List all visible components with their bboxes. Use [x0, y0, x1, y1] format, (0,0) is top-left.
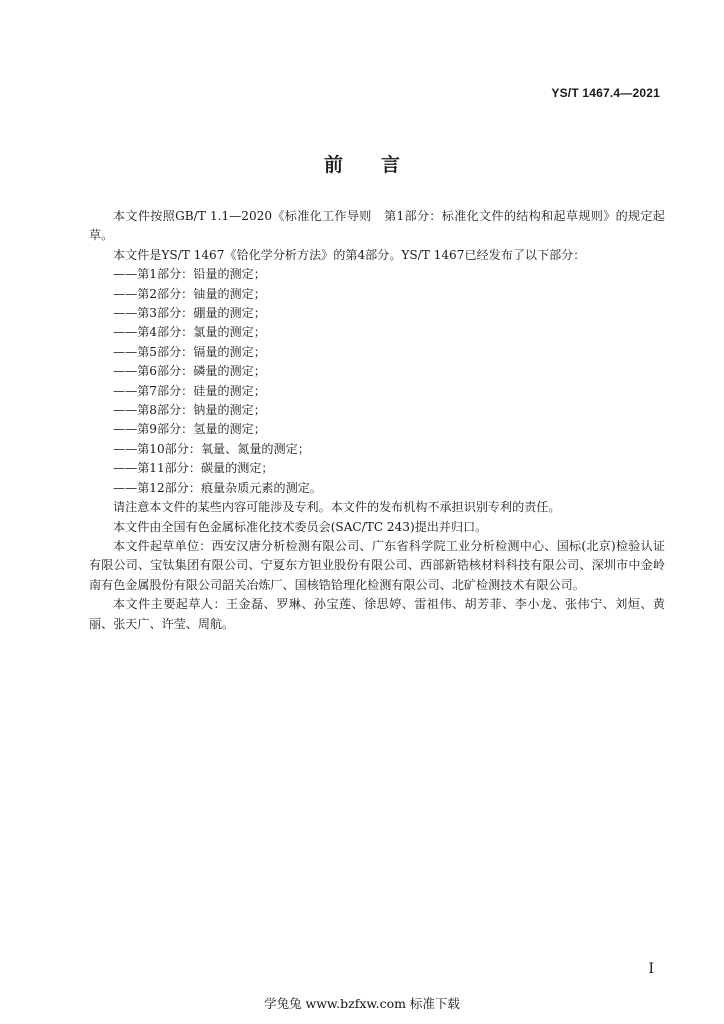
paragraph-series-intro: 本文件是YS/T 1467《铪化学分析方法》的第4部分。YS/T 1467已经发布了以下部分： — [113, 247, 586, 262]
paragraph-proposer: 本文件由全国有色金属标准化技术委员会(SAC/TC 243)提出并归口。 — [113, 519, 488, 534]
foreword-body — [89, 207, 665, 634]
paragraph-drafters: 本文件主要起草人：王金磊、罗琳、孙宝莲、徐思婷、雷祖伟、胡芳菲、李小龙、张伟宁、刘烜、黄丽、张天广、许莹、周航。 — [89, 597, 665, 631]
list-item-part-10: ——第10部分：氧量、氮量的测定； — [113, 441, 310, 456]
page-number: I — [648, 961, 654, 977]
list-item-part-6: ——第6部分：磷量的测定； — [113, 364, 266, 379]
list-item-part-5: ——第5部分：镉量的测定； — [113, 344, 266, 359]
list-item-part-7: ——第7部分：硅量的测定； — [113, 383, 266, 398]
paragraph-patent-notice: 请注意本文件的某些内容可能涉及专利。本文件的发布机构不承担识别专利的责任。 — [113, 500, 561, 515]
list-item-part-2: ——第2部分：铀量的测定； — [113, 286, 266, 301]
list-item-part-8: ——第8部分：钠量的测定； — [113, 403, 266, 418]
paragraph-drafting-rule: 本文件按照GB/T 1.1—2020《标准化工作导则 第1部分：标准化文件的结构和起草规则》的规定起草。 — [89, 209, 665, 243]
list-item-part-12: ——第12部分：痕量杂质元素的测定。 — [113, 480, 322, 495]
paragraph-drafting-units: 本文件起草单位：西安汉唐分析检测有限公司、广东省科学院工业分析检测中心、国标(北京)检验认证有限公司、宝钛集团有限公司、宁夏东方钽业股份有限公司、西部新锆核材料科技有限公司、深圳市中金岭南有色金属股份有限公司韶关冶炼厂、国核锆铪理化检测有限公司、北矿检测技术有限公司。 — [89, 538, 665, 592]
document-code: YS/T 1467.4—2021 — [551, 86, 660, 100]
watermark-text: 学兔兔 www.bzfxw.com 标准下载 — [264, 996, 460, 1011]
list-item-part-4: ——第4部分：氯量的测定； — [113, 325, 266, 340]
list-item-part-1: ——第1部分：铅量的测定； — [113, 267, 266, 282]
list-item-part-3: ——第3部分：硼量的测定； — [113, 306, 266, 321]
list-item-part-11: ——第11部分：碳量的测定； — [113, 461, 274, 476]
page-title: 前言 — [323, 154, 438, 176]
list-item-part-9: ——第9部分：氢量的测定； — [113, 422, 266, 437]
